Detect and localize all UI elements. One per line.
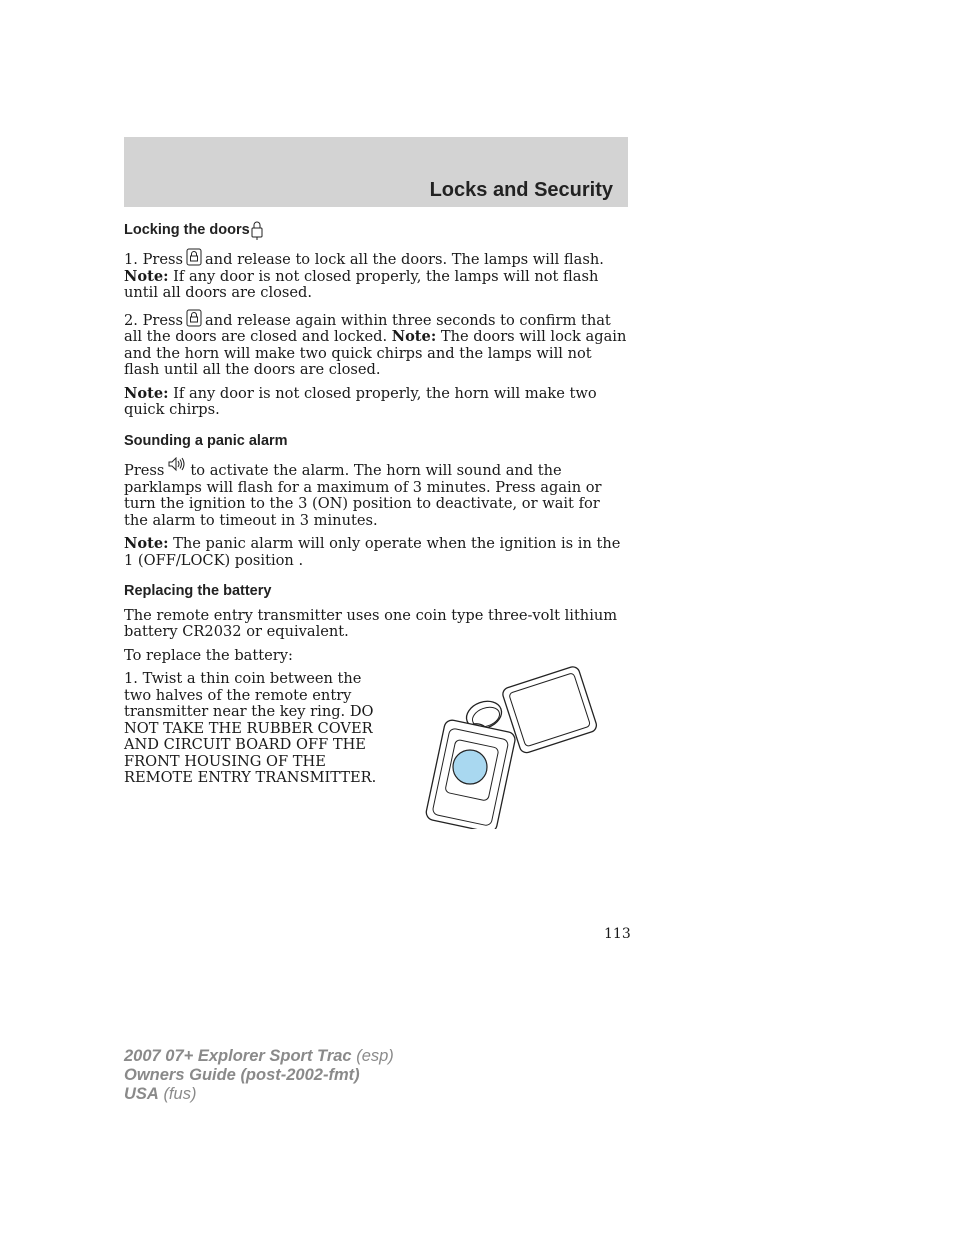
page-number: 113 (604, 926, 631, 942)
locking-step-1: 1. Press and release to lock all the doors. The lamps will flash. Note: If any door is not closed properly, the lamps will not flash until all doors are closed. (124, 248, 628, 302)
panic-horn-icon (167, 457, 187, 473)
battery-intro: To replace the battery: (124, 646, 293, 664)
footer-line-2: Owners Guide (post-2002-fmt) (124, 1066, 360, 1084)
battery-step-1: 1. Twist a thin coin between the two halves of the remote entry transmitter near the key ring. DO NOT TAKE THE RUBBER COVER AND CIRCUIT BOARD OFF THE FRONT HOUSING OF THE REMOTE ENTRY TRANSMITTER. (124, 670, 377, 786)
locking-step-2: 2. Press and release again within three seconds to confirm that all the doors are closed and locked. Note: The doors will lock again and the horn will make two quick chirps and the lamps will not flash until all the doors are closed. (124, 309, 628, 379)
panic-note: Note: The panic alarm will only operate when the ignition is in the 1 (OFF/LOCK) position . (124, 535, 621, 569)
lock-icon (186, 309, 202, 327)
battery-description: The remote entry transmitter uses one coin type three-volt lithium battery CR2032 or equivalent. (124, 606, 618, 640)
transmitter-illustration (422, 659, 602, 829)
document-footer (124, 1047, 394, 1104)
heading-panic-alarm: Sounding a panic alarm (124, 432, 288, 449)
panic-instructions: Press to activate the alarm. The horn will sound and the parklamps will flash for a maximum of 3 minutes. Press again or turn the ignition to the 3 (ON) position to deactivate, or wait for the alarm to timeout in 3 minutes. (124, 457, 628, 529)
section-header-band (124, 137, 628, 207)
lock-icon (251, 220, 263, 240)
section-title: Locks and Security (429, 179, 613, 201)
lock-icon (186, 248, 202, 266)
locking-note: Note: If any door is not closed properly, the horn will make two quick chirps. (124, 384, 597, 418)
heading-locking-doors: Locking the doors (124, 220, 628, 240)
footer-line-3: USA (fus) (124, 1085, 197, 1103)
battery-step-block (124, 671, 628, 829)
heading-replacing-battery: Replacing the battery (124, 583, 272, 599)
page-content (124, 220, 628, 829)
footer-line-1: 2007 07+ Explorer Sport Trac (esp) (124, 1047, 394, 1065)
